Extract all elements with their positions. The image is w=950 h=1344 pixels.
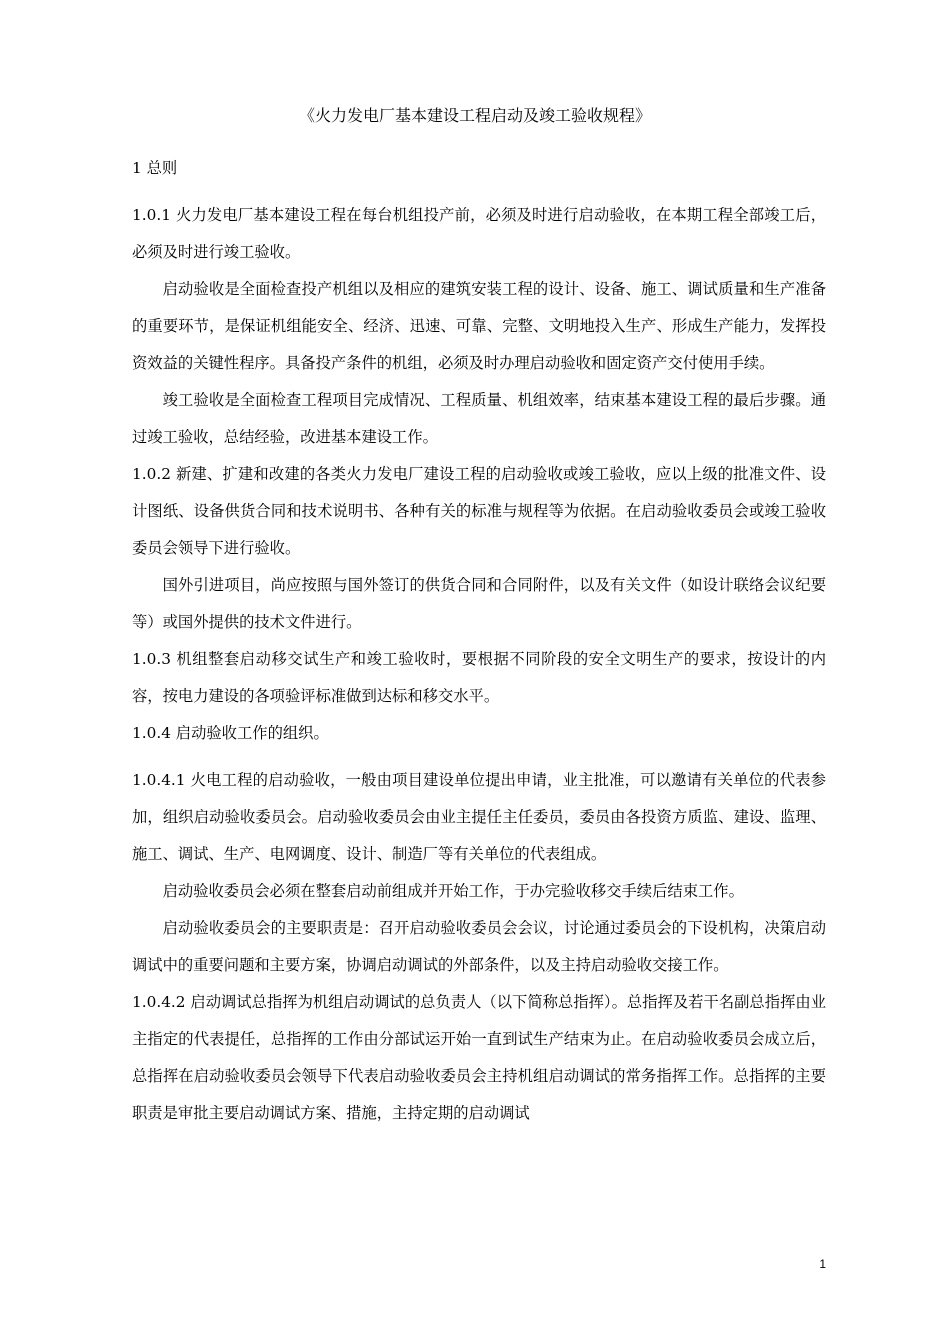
- document-title: 《火力发电厂基本建设工程启动及竣工验收规程》: [298, 106, 651, 125]
- paragraph-clause-1-0-4-2: 1.0.4.2 启动调试总指挥为机组启动调试的总负责人（以下简称总指挥）。总指挥及若干名副总指挥由业主指定的代表提任，总指挥的工作由分部试运开始一直到试生产结束为止。在启动验收委员会成立后，总指挥在启动验收委员会领导下代表启动验收委员会主持机组启动调试的常务指挥工作。总指挥的主要职责是审批主要启动调试方案、措施，主持定期的启动调试: [132, 993, 826, 1122]
- paragraph-committee-duties: 启动验收委员会的主要职责是：召开启动验收委员会会议，讨论通过委员会的下设机构，决策启动调试中的重要问题和主要方案，协调启动调试的外部条件，以及主持启动验收交接工作。: [132, 919, 826, 974]
- paragraph-startup-acceptance: 启动验收是全面检查投产机组以及相应的建筑安装工程的设计、设备、施工、调试质量和生产准备的重要环节，是保证机组能安全、经济、迅速、可靠、完整、文明地投入生产、形成生产能力，发挥投资效益的关键性程序。具备投产条件的机组，必须及时办理启动验收和固定资产交付使用手续。: [132, 280, 826, 372]
- paragraph-clause-1-0-4-1: 1.0.4.1 火电工程的启动验收，一般由项目建设单位提出申请，业主批准，可以邀请有关单位的代表参加，组织启动验收委员会。启动验收委员会由业主提任主任委员，委员由各投资方质监、建设、监理、施工、调试、生产、电网调度、设计、制造厂等有关单位的代表组成。: [132, 771, 826, 863]
- document-body: [132, 150, 826, 1132]
- paragraph-clause-1-0-4: 1.0.4 启动验收工作的组织。: [132, 724, 329, 742]
- section-heading: 1 总则: [132, 159, 178, 177]
- paragraph-clause-1-0-3: 1.0.3 机组整套启动移交试生产和竣工验收时，要根据不同阶段的安全文明生产的要求，按设计的内容，按电力建设的各项验评标准做到达标和移交水平。: [132, 650, 826, 705]
- paragraph-clause-1-0-1: 1.0.1 火力发电厂基本建设工程在每台机组投产前，必须及时进行启动验收，在本期工程全部竣工后，必须及时进行竣工验收。: [132, 206, 826, 261]
- paragraph-completion-acceptance: 竣工验收是全面检查工程项目完成情况、工程质量、机组效率，结束基本建设工程的最后步骤。通过竣工验收，总结经验，改进基本建设工作。: [132, 391, 826, 446]
- page-number: 1: [819, 1257, 826, 1271]
- paragraph-committee-formation: 启动验收委员会必须在整套启动前组成并开始工作，于办完验收移交手续后结束工作。: [162, 882, 744, 900]
- paragraph-clause-1-0-2: 1.0.2 新建、扩建和改建的各类火力发电厂建设工程的启动验收或竣工验收，应以上级的批准文件、设计图纸、设备供货合同和技术说明书、各种有关的标准与规程等为依据。在启动验收委员会或竣工验收委员会领导下进行验收。: [132, 465, 826, 557]
- paragraph-imported-projects: 国外引进项目，尚应按照与国外签订的供货合同和合同附件，以及有关文件（如设计联络会议纪要等）或国外提供的技术文件进行。: [132, 576, 826, 631]
